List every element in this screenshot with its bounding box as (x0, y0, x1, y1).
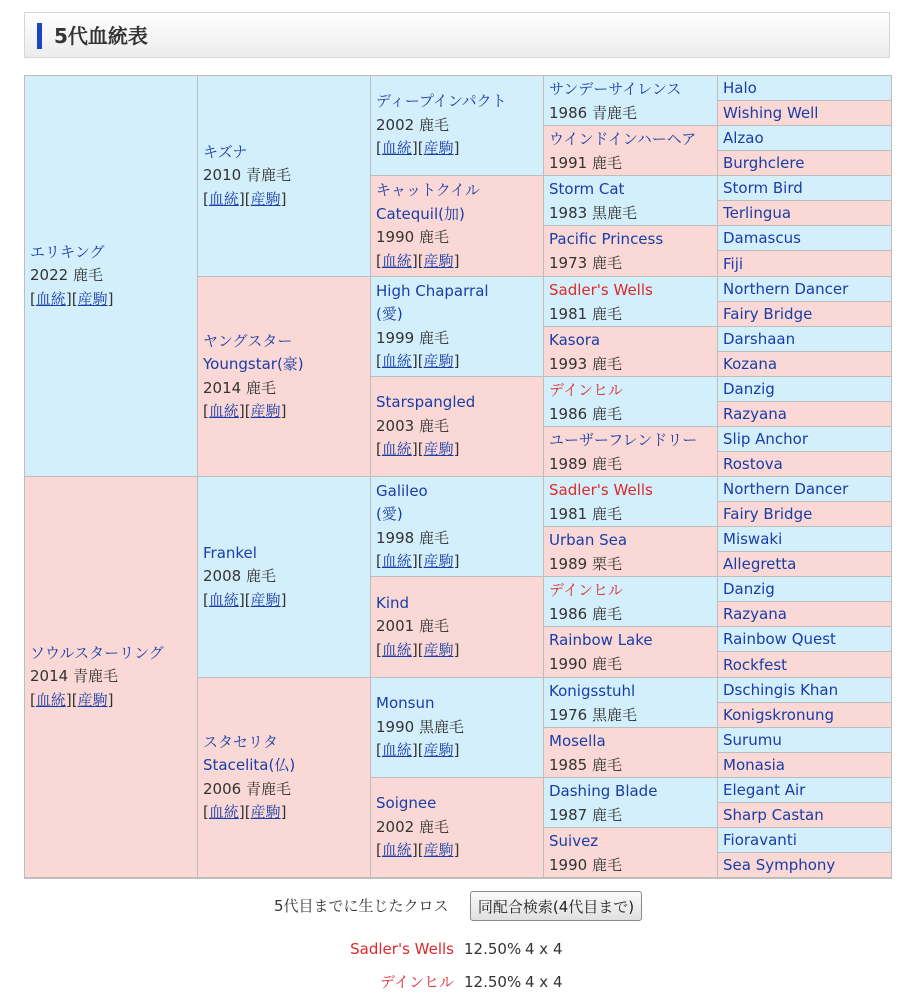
pedigree-cell-gen5 (718, 452, 891, 477)
horse-name-link[interactable]: Dschingis Khan (723, 681, 839, 699)
horse-name-link[interactable]: Northern Dancer (723, 480, 849, 498)
pedigree-cell-gen5 (718, 602, 891, 627)
pedigree-cell-gen3 (371, 477, 544, 577)
section-title: 5代血統表 (54, 24, 148, 48)
horse-name-link[interactable]: Monasia (723, 756, 785, 774)
horse-name-link[interactable]: Alzao (723, 129, 764, 147)
lineage-link[interactable]: 血統 (381, 440, 412, 459)
pedigree-cell-gen5 (718, 352, 891, 377)
pedigree-cell-gen5 (718, 302, 891, 327)
produce-link[interactable]: 産駒 (250, 402, 281, 420)
cross-horse-link[interactable]: Sadler's Wells (350, 940, 454, 958)
lineage-link[interactable]: 血統 (381, 841, 412, 860)
pedigree-cell-gen4 (544, 176, 718, 226)
pedigree-cell-gen4 (544, 728, 718, 778)
horse-name-link[interactable]: Razyana (723, 605, 787, 623)
pedigree-cell-gen5 (718, 101, 891, 126)
pedigree-cell-gen5 (718, 176, 891, 201)
pedigree-cell-gen5 (718, 402, 891, 427)
pedigree-cell-gen5 (718, 678, 891, 703)
pedigree-cell-gen4 (544, 226, 718, 277)
horse-name-link[interactable]: Wishing Well (723, 104, 819, 122)
horse-name-link[interactable]: Storm Bird (723, 179, 803, 197)
horse-name-link[interactable]: Fairy Bridge (723, 505, 813, 523)
horse-birth-color: 1976 黒鹿毛 (549, 705, 637, 724)
pedigree-cell-gen5 (718, 502, 891, 527)
pedigree-cell-gen5 (718, 778, 891, 803)
horse-name-link[interactable]: Fairy Bridge (723, 305, 813, 323)
pedigree-cell-gen3 (371, 678, 544, 778)
lineage-link[interactable]: 血統 (381, 640, 412, 659)
horse-birth-color: 1991 鹿毛 (549, 153, 622, 172)
pedigree-cell-gen5 (718, 828, 891, 853)
lineage-link[interactable]: 血統 (381, 741, 412, 760)
produce-link[interactable]: 産駒 (423, 251, 454, 270)
pedigree-cell-gen5 (718, 477, 891, 502)
pedigree-cell-gen3 (371, 577, 544, 678)
horse-links: [血統][産駒] (376, 640, 460, 659)
horse-origin-name-link[interactable]: Catequil(加) (376, 204, 465, 223)
horse-links: [血統][産駒] (376, 440, 460, 459)
produce-link[interactable]: 産駒 (250, 803, 281, 821)
horse-birth-color: 1989 鹿毛 (549, 454, 622, 473)
section-header (24, 12, 890, 58)
horse-name-link[interactable]: Fiji (723, 254, 744, 273)
pedigree-cell-gen4 (544, 828, 718, 878)
horse-name-link[interactable]: Urban Sea (549, 530, 628, 549)
header-accent-bar (37, 23, 42, 49)
horse-links: [血統][産駒] (203, 803, 287, 821)
horse-name-link[interactable]: Northern Dancer (723, 280, 849, 298)
horse-name-link[interactable]: Konigskronung (723, 706, 835, 724)
horse-name-link[interactable]: Monsun (376, 694, 435, 713)
lineage-link[interactable]: 血統 (208, 402, 239, 420)
horse-birth-color: 1986 青鹿毛 (549, 103, 637, 122)
pedigree-cell-gen5 (718, 251, 891, 277)
cross-percent: 12.50% (464, 973, 522, 991)
horse-birth-color: 1981 鹿毛 (549, 504, 622, 523)
horse-name-link[interactable]: Darshaan (723, 330, 796, 348)
horse-name-link[interactable]: Sharp Castan (723, 806, 824, 824)
pedigree-cell-gen5 (718, 126, 891, 151)
produce-link[interactable]: 産駒 (423, 741, 454, 760)
pedigree-cell-gen2 (198, 678, 371, 878)
horse-name-link[interactable]: Sadler's Wells (549, 280, 653, 299)
pedigree-cell-gen5 (718, 552, 891, 577)
horse-links: [血統][産駒] (203, 590, 287, 609)
horse-name-link[interactable]: Sadler's Wells (549, 480, 653, 499)
horse-origin-name-link[interactable]: (愛) (376, 505, 403, 523)
horse-birth-color: 2010 青鹿毛 (203, 166, 291, 185)
pedigree-cell-gen4 (544, 427, 718, 477)
horse-name-link[interactable]: Starspangled (376, 393, 476, 412)
lineage-link[interactable]: 血統 (208, 590, 239, 609)
pedigree-cell-gen5 (718, 76, 891, 101)
produce-link[interactable]: 産駒 (423, 139, 454, 158)
horse-name-link[interactable]: Rainbow Quest (723, 630, 836, 648)
pedigree-cell-gen5 (718, 728, 891, 753)
horse-name-link[interactable]: サンデーサイレンス (549, 79, 682, 98)
pedigree-cell-gen4 (544, 327, 718, 377)
pedigree-cell-gen4 (544, 377, 718, 427)
horse-links: [血統][産駒] (30, 289, 114, 308)
horse-name-link[interactable]: スタセリタ (203, 732, 279, 751)
cross-label: 5代目までに生じたクロス (274, 897, 449, 915)
horse-name-link[interactable]: デインヒル (549, 580, 623, 599)
pedigree-cell-gen5 (718, 703, 891, 728)
horse-birth-color: 2014 鹿毛 (203, 378, 276, 397)
pedigree-cell-gen5 (718, 652, 891, 678)
pedigree-cell-gen5 (718, 627, 891, 652)
horse-name-link[interactable]: Damascus (723, 229, 801, 247)
pedigree-cell-gen1 (25, 477, 198, 878)
cross-percent: 12.50% (464, 940, 522, 958)
horse-links: [血統][産駒] (376, 251, 460, 270)
produce-link[interactable]: 産駒 (250, 590, 281, 609)
horse-name-link[interactable]: Dashing Blade (549, 781, 658, 800)
horse-name-link[interactable]: Rainbow Lake (549, 631, 653, 649)
horse-birth-color: 1990 鹿毛 (549, 655, 622, 673)
horse-origin-name-link[interactable]: (愛) (376, 305, 403, 323)
horse-name-link[interactable]: ウインドインハーヘア (549, 129, 697, 148)
horse-name-link[interactable]: Fioravanti (723, 831, 797, 849)
horse-name-link[interactable]: Danzig (723, 380, 775, 398)
horse-name-link[interactable]: エリキング (30, 242, 105, 261)
pedigree-cell-gen5 (718, 577, 891, 602)
pedigree-cell-gen3 (371, 778, 544, 878)
pedigree-cell-gen5 (718, 277, 891, 302)
produce-link[interactable]: 産駒 (423, 640, 454, 659)
horse-links: [血統][産駒] (376, 139, 460, 158)
horse-name-link[interactable]: デインヒル (549, 380, 623, 399)
produce-link[interactable]: 産駒 (423, 352, 454, 370)
horse-links: [血統][産駒] (203, 402, 287, 420)
pedigree-cell-gen3 (371, 277, 544, 377)
horse-name-link[interactable]: High Chaparral (376, 281, 489, 300)
produce-link[interactable]: 産駒 (423, 841, 454, 860)
horse-name-link[interactable]: Frankel (203, 543, 257, 562)
pedigree-cell-gen4 (544, 477, 718, 527)
pedigree-table (24, 75, 892, 879)
horse-birth-color: 2002 鹿毛 (376, 817, 449, 836)
horse-name-link[interactable]: ディープインパクト (376, 92, 507, 111)
horse-name-link[interactable]: Pacific Princess (549, 230, 664, 248)
cross-horse-link[interactable]: デインヒル (380, 973, 454, 991)
pedigree-cell-gen2 (198, 277, 371, 477)
horse-name-link[interactable]: キャットクイル (376, 181, 480, 199)
horse-name-link[interactable]: Elegant Air (723, 781, 806, 799)
horse-links: [血統][産駒] (203, 189, 287, 208)
horse-birth-color: 1999 鹿毛 (376, 328, 449, 347)
horse-links: [血統][産駒] (30, 690, 114, 709)
horse-birth-color: 1986 鹿毛 (549, 404, 622, 423)
horse-name-link[interactable]: Halo (723, 79, 757, 97)
horse-birth-color: 1998 鹿毛 (376, 528, 449, 547)
horse-links: [血統][産駒] (376, 552, 460, 570)
horse-birth-color: 2001 鹿毛 (376, 617, 449, 636)
horse-birth-color: 1983 黒鹿毛 (549, 203, 637, 222)
horse-birth-color: 1985 鹿毛 (549, 755, 622, 774)
produce-link[interactable]: 産駒 (250, 189, 281, 208)
lineage-link[interactable]: 血統 (381, 139, 412, 158)
horse-birth-color: 1973 鹿毛 (549, 254, 622, 272)
horse-birth-color: 1987 鹿毛 (549, 805, 622, 824)
pedigree-cell-gen5 (718, 427, 891, 452)
horse-name-link[interactable]: Razyana (723, 405, 787, 423)
horse-birth-color: 2022 鹿毛 (30, 266, 103, 285)
pedigree-cell-gen2 (198, 76, 371, 277)
pedigree-cell-gen5 (718, 753, 891, 778)
horse-name-link[interactable]: Storm Cat (549, 179, 625, 198)
horse-links: [血統][産駒] (376, 841, 460, 860)
produce-link[interactable]: 産駒 (423, 440, 454, 459)
horse-name-link[interactable]: Kasora (549, 330, 601, 349)
horse-birth-color: 2006 青鹿毛 (203, 779, 291, 798)
pedigree-cell-gen4 (544, 277, 718, 327)
cross-generation: 4 x 4 (525, 940, 563, 958)
horse-name-link[interactable]: Danzig (723, 580, 775, 598)
horse-origin-name-link[interactable]: Stacelita(仏) (203, 756, 296, 774)
cross-generation: 4 x 4 (525, 973, 563, 991)
horse-birth-color: 1990 黒鹿毛 (376, 717, 464, 736)
horse-birth-color: 1993 鹿毛 (549, 354, 622, 373)
pedigree-cell-gen4 (544, 527, 718, 577)
horse-origin-name-link[interactable]: Youngstar(豪) (203, 355, 304, 373)
horse-name-link[interactable]: Terlingua (723, 204, 792, 222)
pedigree-cell-gen5 (718, 527, 891, 552)
pedigree-cell-gen4 (544, 126, 718, 176)
pedigree-cell-gen5 (718, 201, 891, 226)
pedigree-cell-gen4 (544, 778, 718, 828)
same-mating-search-button[interactable]: 同配合検索(4代目まで) (470, 891, 642, 921)
pedigree-cell-gen2 (198, 477, 371, 678)
horse-name-link[interactable]: ヤングスター (203, 331, 293, 350)
horse-name-link[interactable]: Suivez (549, 831, 599, 850)
pedigree-cell-gen1 (25, 76, 198, 477)
pedigree-cell-gen4 (544, 577, 718, 627)
lineage-link[interactable]: 血統 (381, 352, 412, 370)
horse-birth-color: 1990 鹿毛 (549, 855, 622, 874)
lineage-link[interactable]: 血統 (35, 690, 66, 709)
horse-name-link[interactable]: キズナ (203, 142, 248, 161)
pedigree-cell-gen5 (718, 151, 891, 176)
horse-name-link[interactable]: Burghclere (723, 154, 805, 172)
pedigree-cell-gen5 (718, 226, 891, 251)
horse-birth-color: 1989 栗毛 (549, 554, 622, 573)
horse-name-link[interactable]: Allegretta (723, 555, 797, 573)
horse-name-link[interactable]: Kozana (723, 355, 778, 373)
lineage-link[interactable]: 血統 (381, 251, 412, 270)
horse-name-link[interactable]: Surumu (723, 731, 782, 749)
produce-link[interactable]: 産駒 (77, 690, 108, 709)
pedigree-cell-gen3 (371, 76, 544, 176)
lineage-link[interactable]: 血統 (35, 289, 66, 308)
lineage-link[interactable]: 血統 (208, 189, 239, 208)
horse-name-link[interactable]: Galileo (376, 481, 428, 500)
horse-name-link[interactable]: Slip Anchor (723, 430, 809, 448)
horse-birth-color: 2003 鹿毛 (376, 416, 449, 435)
pedigree-cell-gen5 (718, 377, 891, 402)
pedigree-cell-gen5 (718, 853, 891, 878)
pedigree-cell-gen5 (718, 803, 891, 828)
horse-name-link[interactable]: ユーザーフレンドリー (549, 430, 698, 449)
lineage-link[interactable]: 血統 (381, 552, 412, 570)
produce-link[interactable]: 産駒 (77, 289, 108, 308)
pedigree-cell-gen5 (718, 327, 891, 352)
pedigree-cell-gen4 (544, 627, 718, 678)
horse-birth-color: 1990 鹿毛 (376, 228, 449, 246)
horse-birth-color: 1981 鹿毛 (549, 304, 622, 323)
horse-name-link[interactable]: Mosella (549, 731, 606, 750)
horse-links: [血統][産駒] (376, 352, 460, 370)
pedigree-cell-gen3 (371, 377, 544, 477)
horse-name-link[interactable]: Sea Symphony (723, 856, 836, 874)
horse-name-link[interactable]: Rockfest (723, 655, 788, 674)
horse-name-link[interactable]: Konigsstuhl (549, 681, 636, 700)
produce-link[interactable]: 産駒 (423, 552, 454, 570)
horse-name-link[interactable]: ソウルスターリング (30, 643, 164, 662)
horse-name-link[interactable]: Kind (376, 593, 410, 612)
lineage-link[interactable]: 血統 (208, 803, 239, 821)
horse-name-link[interactable]: Soignee (376, 794, 437, 813)
horse-name-link[interactable]: Rostova (723, 455, 783, 473)
horse-birth-color: 2008 鹿毛 (203, 567, 276, 586)
horse-birth-color: 1986 鹿毛 (549, 604, 622, 623)
pedigree-cell-gen4 (544, 678, 718, 728)
pedigree-cell-gen4 (544, 76, 718, 126)
horse-birth-color: 2002 鹿毛 (376, 115, 449, 134)
horse-birth-color: 2014 青鹿毛 (30, 667, 118, 686)
horse-links: [血統][産駒] (376, 741, 460, 760)
pedigree-cell-gen3 (371, 176, 544, 277)
horse-name-link[interactable]: Miswaki (723, 530, 783, 548)
